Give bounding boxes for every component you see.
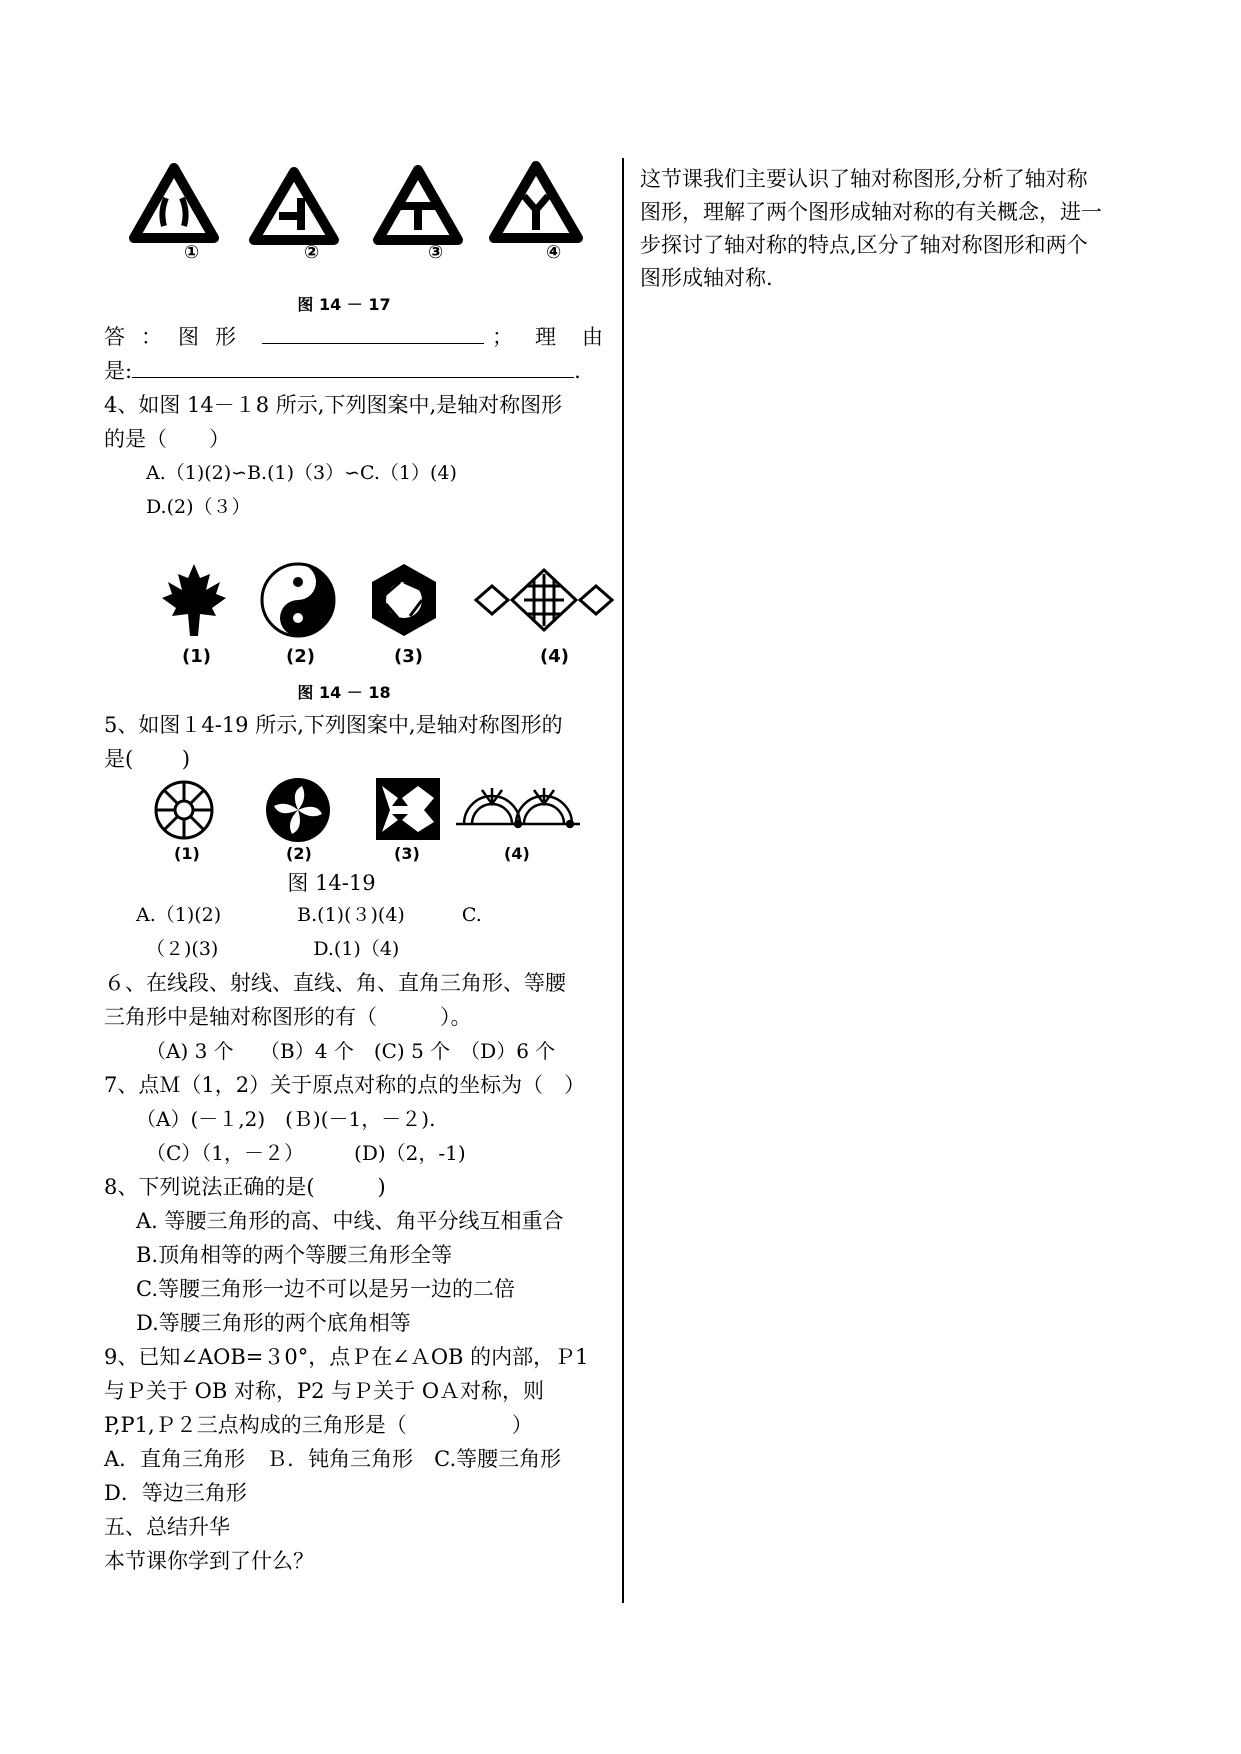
q4-options-line1: A.（1)(2)∽B.(1)（3）∽C.（1）(4) — [146, 462, 457, 484]
road-sign-4 — [494, 166, 578, 238]
q5-stem-line1: 5、如图１4-19 所示,下列图案中,是轴对称图形的 — [104, 713, 563, 737]
q6-options: （A) 3 个 （B）4 个 (C) 5 个 （D）6 个 — [146, 1039, 556, 1063]
answer-char-3: 图 — [178, 325, 199, 349]
summary-line-1: 这节课我们主要认识了轴对称图形,分析了轴对称 — [640, 167, 1088, 191]
q4-options-line2: D.(2)（３） — [146, 496, 251, 518]
q6-stem-line2: 三角形中是轴对称图形的有（ ）。 — [104, 1005, 472, 1029]
figure-14-17 — [104, 150, 614, 268]
hexagon-aperture-shape — [372, 564, 436, 636]
figure-14-19 — [104, 776, 614, 868]
figure-18-label-4: (4) — [540, 646, 569, 667]
road-sign-1 — [134, 168, 214, 238]
figure-label-1: ① — [184, 242, 200, 263]
figure-18-label-1: (1) — [182, 646, 211, 667]
q7-options-line1: （A）(－１,2) (Ｂ)(－1，－２). — [136, 1107, 436, 1131]
q5-stem-line2: 是( ) — [104, 747, 191, 771]
yin-yang-shape — [262, 564, 334, 636]
reason-line — [104, 354, 614, 388]
answer-semicolon: ； — [492, 325, 513, 349]
summary-line-4: 图形成轴对称. — [640, 266, 773, 290]
q6-stem-line1: ６、在线段、射线、直线、角、直角三角形、等腰 — [104, 971, 566, 995]
figure-label-4: ④ — [546, 242, 562, 263]
figure-caption-14-17: 图 14 － 17 — [297, 295, 391, 314]
q8-option-d: D.等腰三角形的两个底角相等 — [136, 1311, 411, 1335]
reason-char-2: 由 — [582, 325, 603, 349]
answer-char-2: ： — [141, 325, 162, 349]
figure-caption-14-19: 图 14-19 — [287, 871, 376, 895]
section5-question: 本节课你学到了什么？ — [104, 1549, 314, 1573]
right-column — [640, 163, 1160, 295]
figure-19-label-2: (2) — [286, 844, 312, 863]
section5-title: 五、总结升华 — [104, 1515, 230, 1539]
q8-option-b: B.顶角相等的两个等腰三角形全等 — [136, 1243, 453, 1267]
chinese-knot-shape — [476, 570, 612, 630]
figure-label-3: ③ — [428, 242, 444, 263]
road-sign-2 — [254, 172, 334, 240]
figure-19-label-4: (4) — [504, 844, 530, 863]
q9-stem-line3: P,P1,Ｐ２三点构成的三角形是（ ） — [104, 1413, 533, 1437]
q5-options-line2: （２)(3) D.(1)（4) — [146, 938, 400, 960]
q9-options-line2: D．等边三角形 — [104, 1481, 247, 1505]
reason-end: . — [574, 359, 581, 383]
road-signs-figure — [104, 150, 614, 268]
reason-blank[interactable] — [132, 355, 574, 378]
q8-option-a: A. 等腰三角形的高、中线、角平分线互相重合 — [136, 1209, 564, 1233]
arches-pattern-shape — [456, 788, 580, 827]
summary-line-2: 图形，理解了两个图形成轴对称的有关概念，进一 — [640, 200, 1102, 224]
patterns-figure-18 — [104, 560, 614, 640]
q5-options-line1: A.（1)(2) B.(1)(３)(4) C. — [136, 904, 482, 926]
figure-18-label-3: (3) — [394, 646, 423, 667]
flower-pattern-shape — [156, 782, 212, 838]
q4-stem-line2: 的是（ ） — [104, 427, 230, 451]
figure-19-label-1: (1) — [174, 844, 200, 863]
left-column — [104, 150, 614, 1578]
summary-line-3: 步探讨了轴对称的特点,区分了轴对称图形和两个 — [640, 233, 1088, 257]
answer-char-1: 答 — [104, 325, 125, 349]
answer-char-4: 形 — [215, 325, 236, 349]
q8-stem: 8、下列说法正确的是( ) — [104, 1175, 386, 1199]
q9-stem-line1: 9、已知∠AOB=３0°，点Ｐ在∠ＡOB 的内部，Ｐ1 — [104, 1345, 589, 1369]
q8-option-c: C.等腰三角形一边不可以是另一边的二倍 — [136, 1277, 515, 1301]
figure-19-label-3: (3) — [394, 844, 420, 863]
column-divider — [622, 158, 624, 1603]
reason-char-1: 理 — [535, 325, 556, 349]
maple-leaf-shape — [162, 564, 226, 636]
q4-stem-line1: 4、如图 14－１8 所示,下列图案中,是轴对称图形 — [104, 393, 563, 417]
answer-figure-blank[interactable] — [262, 321, 484, 344]
reason-label: 是: — [104, 359, 133, 383]
answer-line — [104, 320, 614, 354]
q7-options-line2: （C）（1，－２） (D)（2，-1) — [146, 1141, 466, 1165]
figure-caption-14-18: 图 14 － 18 — [297, 683, 391, 702]
q9-stem-line2: 与Ｐ关于 OB 对称，P2 与Ｐ关于 OＡ对称，则 — [104, 1379, 545, 1403]
q7-stem: 7、点Ｍ（1，2）关于原点对称的点的坐标为（ ） — [104, 1073, 586, 1097]
pinwheel-flower-shape — [266, 778, 330, 842]
figure-14-18 — [104, 560, 614, 672]
road-sign-3 — [378, 170, 458, 240]
figure-18-label-2: (2) — [286, 646, 315, 667]
square-ornament-shape — [376, 778, 440, 840]
figure-label-2: ② — [304, 242, 320, 263]
patterns-figure-19 — [104, 776, 614, 842]
q9-options-line1: A．直角三角形 Ｂ．钝角三角形 C.等腰三角形 — [104, 1447, 562, 1471]
